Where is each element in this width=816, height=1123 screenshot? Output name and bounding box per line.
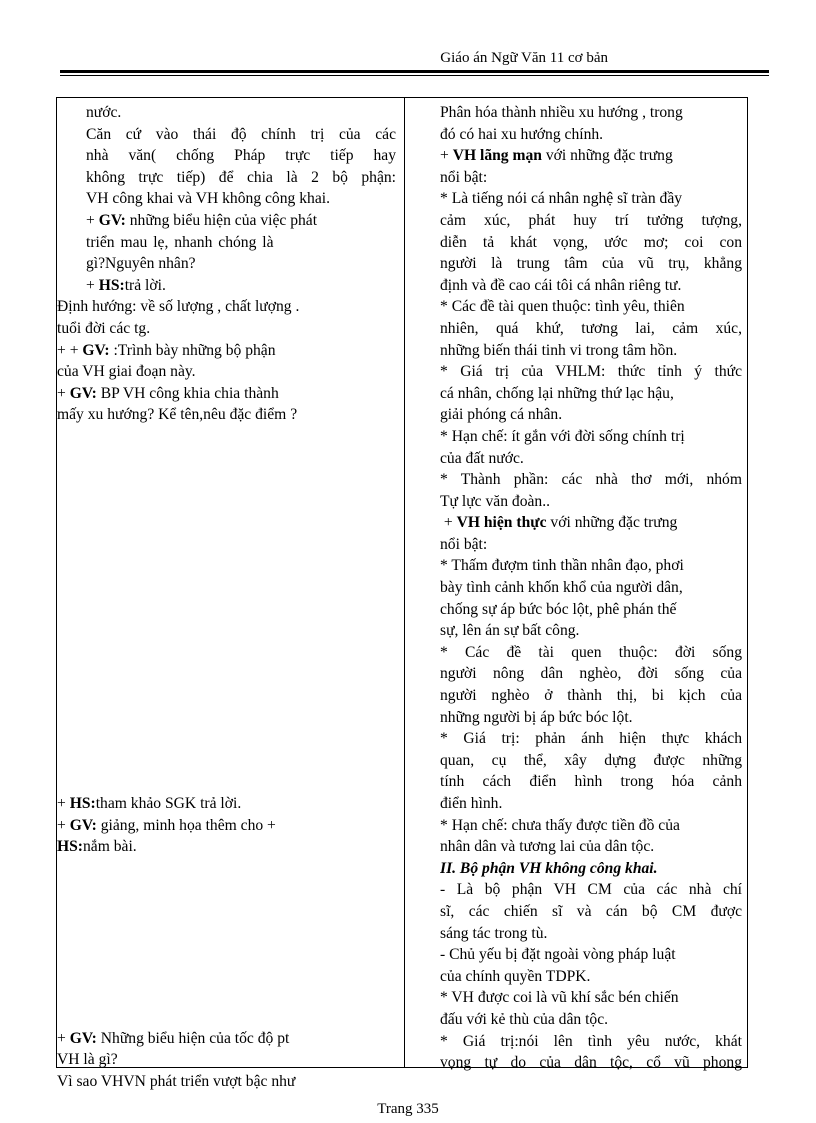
text-line: định và đề cao cái tôi cá nhân riêng tư. bbox=[440, 276, 682, 294]
text-line: của đất nước. bbox=[440, 449, 524, 467]
hs-label: HS: bbox=[57, 838, 83, 856]
text-line: * Các đề tài quen thuộc: đời sống bbox=[440, 643, 742, 661]
text-line: với những đặc trưng bbox=[546, 514, 678, 532]
text-line: triển mau lẹ, nhanh chóng là bbox=[86, 233, 274, 251]
text-line: tham khảo SGK trả lời. bbox=[95, 794, 242, 812]
text-line: người nghèo ở thành thị, bi kịch của bbox=[440, 687, 742, 705]
text-line: Phân hóa thành nhiều xu hướng , trong bbox=[440, 104, 683, 121]
text-line: bày tình cảnh khốn khổ của người dân, bbox=[440, 579, 683, 597]
text-line: cảm xúc, phát huy trí tưởng tượng, bbox=[440, 211, 742, 229]
text-line: của chính quyền TDPK. bbox=[440, 967, 591, 985]
hs-answer-line: + HS:trả lời. bbox=[86, 276, 166, 294]
gv-question-line: + GV: giảng, minh họa thêm cho + bbox=[57, 816, 276, 834]
text-line: những biến thái tinh vi trong tâm hồn. bbox=[440, 341, 678, 359]
gv-label: GV: bbox=[82, 341, 110, 359]
text-line: sáng tác trong tù. bbox=[440, 924, 548, 942]
text-line: giảng, minh họa thêm cho + bbox=[96, 816, 276, 834]
text-line: diễn tả khát vọng, ước mơ; coi con bbox=[440, 233, 742, 251]
text-line: Căn cứ vào thái độ chính trị của các bbox=[86, 125, 396, 143]
subheading-romantic: VH lãng mạn bbox=[452, 147, 542, 165]
text-line: người nông dân nghèo, đời sống của bbox=[440, 665, 742, 683]
gv-label: GV: bbox=[98, 211, 126, 229]
text-line: nhà văn( chống Pháp trực tiếp hay bbox=[86, 147, 396, 165]
text-line: * Giá trị:nói lên tình yêu nước, khát bbox=[440, 1032, 742, 1050]
text-line: giải phóng cá nhân. bbox=[440, 406, 563, 424]
text-line: VH công khai và VH không công khai. bbox=[86, 190, 330, 208]
content-column bbox=[440, 102, 742, 1074]
text-line: với những đặc trưng bbox=[541, 147, 673, 165]
gv-question-line bbox=[57, 340, 396, 362]
text-line: quan, cụ thể, xây dựng được những bbox=[440, 751, 742, 769]
text-line: đó có hai xu hướng chính. bbox=[440, 125, 604, 143]
text-line: mấy xu hướng? Kể tên,nêu đặc điểm ? bbox=[57, 406, 298, 424]
hs-label: HS: bbox=[98, 276, 125, 294]
text-line: những biểu hiện của việc phát bbox=[125, 211, 318, 229]
text-line: - Là bộ phận VH CM của các nhà chí bbox=[440, 881, 742, 899]
text-line: nắm bài. bbox=[83, 838, 137, 856]
text-line: Những biểu hiện của tốc độ pt bbox=[96, 1029, 290, 1047]
page-header: Giáo án Ngữ Văn 11 cơ bản bbox=[440, 50, 608, 66]
text-line: VH là gì? bbox=[57, 1051, 118, 1069]
text-line: * Là tiếng nói cá nhân nghệ sĩ tràn đầy bbox=[440, 190, 683, 208]
text-line: :Trình bày những bộ phận bbox=[109, 341, 276, 359]
text-line: những người bị áp bức bóc lột. bbox=[440, 708, 633, 726]
text-line: * Giá trị: phản ánh hiện thực khách bbox=[440, 730, 742, 748]
text-line: nhiên, quá khứ, tương lai, cảm xúc, bbox=[440, 319, 742, 337]
activities-column bbox=[57, 102, 396, 1092]
text-line: nhân dân và tương lai của dân tộc. bbox=[440, 838, 655, 856]
spacer bbox=[86, 426, 396, 793]
text-line: nổi bật: bbox=[440, 535, 488, 553]
header-rule-thick bbox=[60, 70, 769, 73]
text-line: sĩ, các chiến sĩ và cán bộ CM được bbox=[440, 902, 742, 920]
text-line: * Hạn chế: ít gắn với đời sống chính trị bbox=[440, 427, 685, 445]
gv-question-line: + GV: BP VH công khia chia thành bbox=[57, 384, 279, 402]
text-line: cá nhân, chống lại những thứ lạc hậu, bbox=[440, 384, 674, 402]
text-line: điển hình. bbox=[440, 795, 503, 812]
text-line: + + bbox=[57, 341, 83, 359]
gv-label: GV: bbox=[69, 816, 97, 834]
text-line: Tự lực văn đoàn.. bbox=[440, 492, 551, 510]
text-line: Định hướng: về số lượng , chất lượng . bbox=[57, 298, 300, 316]
text-line: BP VH công khia chia thành bbox=[96, 384, 279, 402]
text-line: * Thấm đượm tinh thần nhân đạo, phơi bbox=[440, 557, 684, 575]
text-line: Vì sao VHVN phát triển vượt bậc như bbox=[57, 1072, 296, 1090]
gv-question-line: + GV: Những biểu hiện của tốc độ pt bbox=[57, 1029, 290, 1047]
gv-question-line: + GV: những biểu hiện của việc phát bbox=[86, 211, 318, 229]
section-heading: II. Bộ phận VH không công khai. bbox=[440, 859, 658, 877]
text-line: * Các đề tài quen thuộc: tình yêu, thiên bbox=[440, 298, 685, 316]
text-line: của VH giai đoạn này. bbox=[57, 363, 196, 381]
text-line: * Giá trị của VHLM: thức tỉnh ý thức bbox=[440, 363, 742, 381]
text-line: sự, lên án sự bất công. bbox=[440, 622, 580, 640]
subheading-realist: VH hiện thực bbox=[456, 514, 547, 532]
spacer bbox=[86, 858, 396, 1028]
gv-label: GV: bbox=[69, 1029, 97, 1047]
text-line: vọng tự do của dân tộc, cổ vũ phong bbox=[440, 1054, 742, 1072]
text-line: không trực tiếp) để chia là 2 bộ phận: bbox=[86, 168, 396, 186]
text-line: - Chủ yếu bị đặt ngoài vòng pháp luật bbox=[440, 946, 676, 964]
text-line: * Thành phần: các nhà thơ mới, nhóm bbox=[440, 471, 742, 489]
text-line: * Hạn chế: chưa thấy được tiền đồ của bbox=[440, 816, 680, 834]
hs-label: HS: bbox=[69, 794, 96, 812]
column-divider bbox=[404, 98, 405, 1067]
header-rule-thin bbox=[60, 75, 769, 76]
page-number: Trang 335 bbox=[377, 1101, 439, 1117]
text-line: tính cách điển hình trong hóa cảnh bbox=[440, 773, 742, 791]
gv-label: GV: bbox=[69, 384, 97, 402]
text-line: người là trung tâm của vũ trụ, khẳng bbox=[440, 255, 742, 273]
lesson-table bbox=[56, 97, 748, 1090]
text-line: trả lời. bbox=[124, 276, 166, 294]
text-line: nổi bật: bbox=[440, 168, 488, 186]
text-line: tuổi đời các tg. bbox=[57, 319, 151, 337]
hs-answer-line: + HS:tham khảo SGK trả lời. bbox=[57, 794, 242, 812]
subheading-line: + VH hiện thực với những đặc trưng bbox=[440, 514, 678, 532]
text-line: chống sự áp bức bóc lột, phê phán thế bbox=[440, 600, 677, 618]
subheading-line: + VH lãng mạn với những đặc trưng bbox=[440, 147, 673, 165]
hs-answer-line bbox=[57, 836, 396, 858]
text-line: đấu với kẻ thù của dân tộc. bbox=[440, 1010, 609, 1028]
text-line: gì?Nguyên nhân? bbox=[86, 255, 196, 273]
text-line: * VH được coi là vũ khí sắc bén chiến bbox=[440, 989, 679, 1007]
text-line: nước. bbox=[86, 104, 122, 121]
